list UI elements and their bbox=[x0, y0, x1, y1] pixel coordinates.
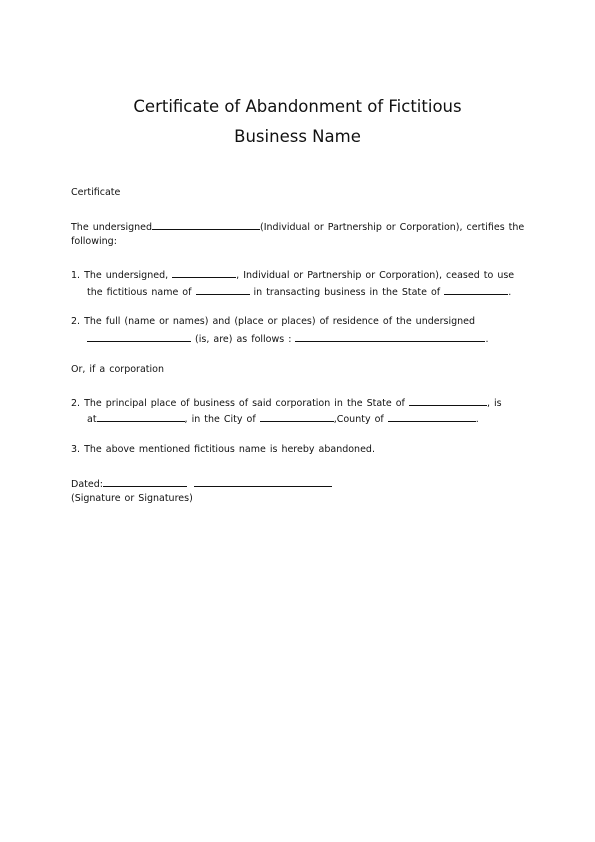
undersigned-text: The undersigned bbox=[71, 222, 153, 233]
item2-text-b: (is, are) as follows : bbox=[195, 334, 292, 345]
item1-text-a: 1. The undersigned, bbox=[71, 270, 169, 281]
corp-state-blank[interactable] bbox=[409, 396, 487, 406]
item2b-line2 bbox=[87, 412, 479, 426]
item2b-text-a: 2. The principal place of business of said corporation in the State of bbox=[71, 398, 405, 409]
undersigned-blank[interactable] bbox=[152, 220, 260, 230]
item1-line2 bbox=[87, 285, 511, 299]
item2-line1: 2. The full (name or names) and (place or places) of residence of the undersigned bbox=[71, 316, 476, 327]
item2b-text-b: , is bbox=[486, 398, 502, 409]
item1-text-c: the fictitious name of bbox=[87, 287, 192, 298]
item1-text-b: , Individual or Partnership or Corporation), ceased to use bbox=[236, 270, 515, 281]
corp-address-blank[interactable] bbox=[97, 412, 185, 422]
or-corporation-text: Or, if a corporation bbox=[71, 364, 164, 375]
city-blank[interactable] bbox=[260, 412, 334, 422]
item2-text-c: . bbox=[485, 334, 489, 345]
dated-label: Dated: bbox=[71, 479, 103, 490]
signature-caption: (Signature or Signatures) bbox=[71, 493, 193, 504]
residence-name-blank[interactable] bbox=[87, 332, 191, 342]
paragraph-undersigned bbox=[71, 220, 524, 234]
document-title-line1: Certificate of Abandonment of Fictitious bbox=[133, 97, 462, 116]
item1-line1 bbox=[71, 268, 514, 282]
item2-line2 bbox=[87, 332, 489, 346]
item2b-text-f: . bbox=[475, 414, 479, 425]
state-blank[interactable] bbox=[444, 285, 508, 295]
date-blank[interactable] bbox=[103, 477, 187, 487]
fictitious-name-blank[interactable] bbox=[196, 285, 250, 295]
dated-line bbox=[71, 477, 332, 491]
following-text: following: bbox=[71, 236, 117, 247]
residence-place-blank[interactable] bbox=[295, 332, 485, 342]
document-title-line2: Business Name bbox=[234, 127, 361, 146]
item3-text: 3. The above mentioned fictitious name is hereby abandoned. bbox=[71, 444, 375, 455]
item1-name-blank[interactable] bbox=[172, 268, 236, 278]
undersigned-type-text: (Individual or Partnership or Corporation), certifies the bbox=[260, 222, 525, 233]
item2b-text-c: at bbox=[87, 414, 97, 425]
item2b-text-e: ,County of bbox=[333, 414, 384, 425]
county-blank[interactable] bbox=[388, 412, 476, 422]
item2b-line1 bbox=[71, 396, 502, 410]
item1-text-d: in transacting business in the State of bbox=[253, 287, 441, 298]
item1-text-e: . bbox=[508, 287, 512, 298]
section-label: Certificate bbox=[71, 187, 121, 198]
signature-blank[interactable] bbox=[194, 477, 332, 487]
item2b-text-d: , in the City of bbox=[184, 414, 256, 425]
